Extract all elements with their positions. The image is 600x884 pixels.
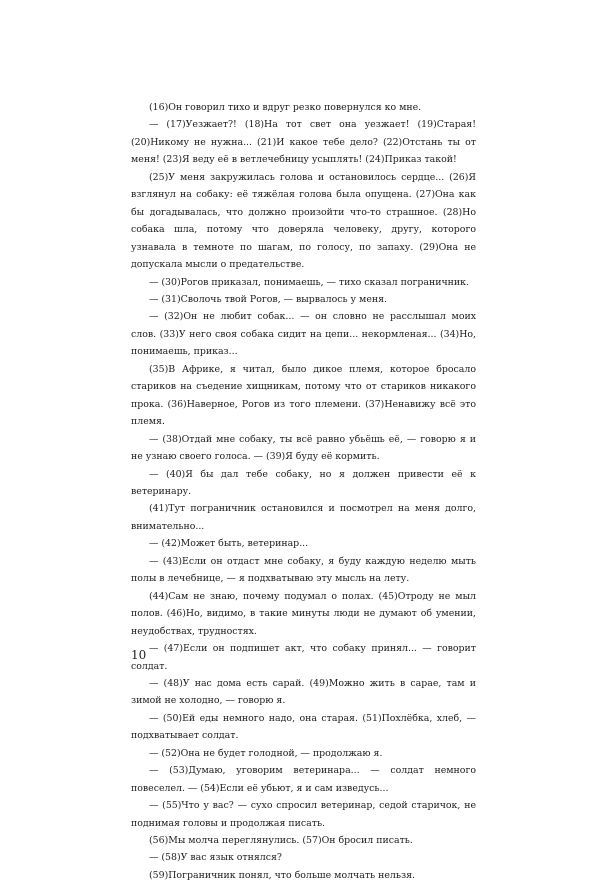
paragraph: (44)Сам не знаю, почему подумал о полах. (45)Отроду не мыл полов. (46)Но, видимо, в такие минуты люди не думают об умении, неудобствах, трудностях. [131,590,476,637]
paragraph: (25)У меня закружилась голова и остановилось сердце... (26)Я взглянул на собаку: её тяжёлая голова была опущена. (27)Она как бы догадывалась, что должно произойти что-то страшное. (28)Но собака шла, потому что доверяла человеку, другу, которого узнавала в темноте по шагам, по голосу, по запаху. (29)Она не допускала мысли о предательстве. [131,171,476,271]
paragraph: — (31)Сволочь твой Рогов, — вырвалось у меня. [149,293,388,305]
paragraph: — (52)Она не будет голодной, — продолжаю я. [149,747,383,759]
paragraph: — (38)Отдай мне собаку, ты всё равно убьёшь её, — говорю я и не узнаю своего голоса. — (39)Я буду её кормить. [131,433,476,463]
paragraph: (41)Тут пограничник остановился и посмотрел на меня долго, внимательно... [131,503,476,532]
paragraph: — (30)Рогов приказал, понимаешь, — тихо сказал пограничник. [149,276,469,288]
page-number: 10 [131,648,147,662]
paragraph: (16)Он говорил тихо и вдруг резко повернулся ко мне. [149,102,422,113]
paragraph: (59)Пограничник понял, что больше молчать нельзя. [149,869,415,881]
paragraph: — (55)Что у вас? — сухо спросил ветеринар, седой старичок, не поднимая головы и продолжая писать. [131,800,476,829]
paragraph: — (47)Если он подпишет акт, что собаку принял... — говорит солдат. [131,643,476,672]
body-text [131,99,476,884]
paragraph: — (42)Может быть, ветеринар... [149,538,309,550]
paragraph: — (17)Уезжает?! (18)На тот свет она уезжает! (19)Старая! (20)Никому не нужна... (21)И какое тебе дело? (22)Отстань ты от меня! (23)Я веду её в ветлечебницу усыплять! (24)Приказ такой! [131,119,476,166]
paragraph: — (40)Я бы дал тебе собаку, но я должен привести её к ветеринару. [131,468,476,497]
paragraph: (56)Мы молча переглянулись. (57)Он бросил писать. [149,835,413,847]
paragraph: — (58)У вас язык отнялся? [149,852,282,864]
paragraph: — (32)Он не любит собак... — он словно не расслышал моих слов. (33)У него своя собака сидит на цепи... некормленая... (34)Но, понимаешь, приказ... [131,311,476,358]
paragraph: — (43)Если он отдаст мне собаку, я буду каждую неделю мыть полы в лечебнице, — я подхватываю эту мысль на лету. [131,555,476,585]
paragraph: — (48)У нас дома есть сарай. (49)Можно жить в сарае, там и зимой не холодно, — говорю я. [131,677,476,707]
paragraph: — (50)Ей еды немного надо, она старая. (51)Похлёбка, хлеб, — подхватывает солдат. [131,712,476,742]
paragraph: (35)В Африке, я читал, было дикое племя, которое бросало стариков на съедение хищникам, потому что от стариков никакого прока. (36)Наверное, Рогов из того племени. (37)Ненавижу всё это племя. [131,363,476,428]
paragraph: — (53)Думаю, уговорим ветеринара... — солдат немного повеселел. — (54)Если её убьют, я и сам изведусь... [131,765,476,794]
